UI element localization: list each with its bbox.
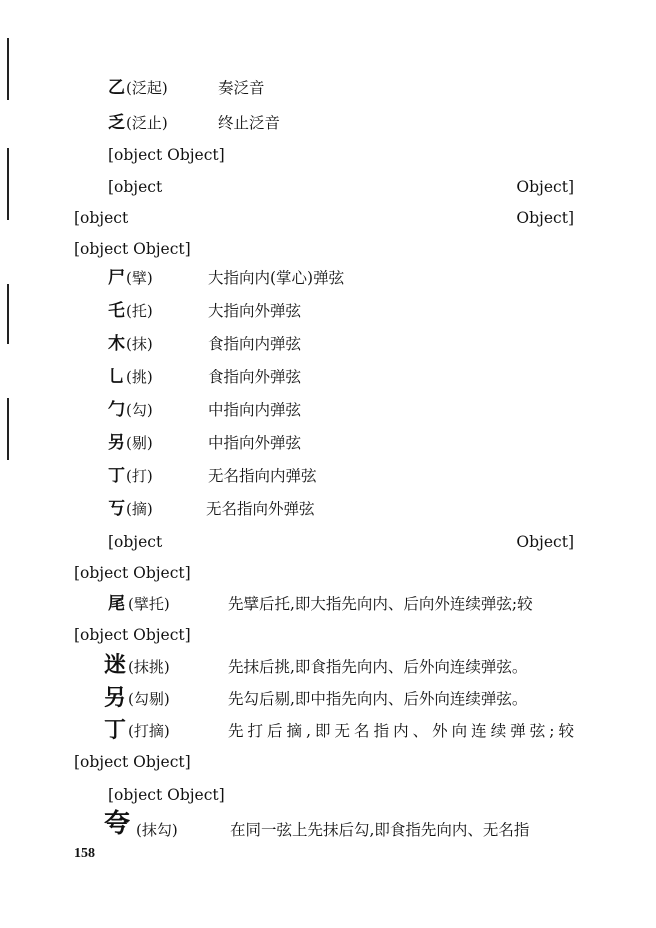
section-heading: [object Object] <box>108 146 225 164</box>
symbol-ti: 另 <box>108 433 125 453</box>
desc-mo: 食指向内弹弦 <box>208 335 302 353</box>
name-tuo: (托) <box>126 302 153 320</box>
symbol-fan-qi: 乙 <box>108 78 125 98</box>
scan-mark-1 <box>7 38 9 100</box>
paragraph-line-3: [object Object] <box>74 240 191 258</box>
name-ti: (剔) <box>126 434 153 452</box>
desc-bo-tuo: 先擘后托,即大指先向内、后向外连续弹弦;较 <box>228 595 533 613</box>
scan-mark-2 <box>7 148 9 220</box>
desc-fan-zhi: 终止泛音 <box>218 114 281 132</box>
symbol-mo-tiao: 迷 <box>104 652 127 678</box>
name-zhai: (摘) <box>126 500 153 518</box>
name-bo-tuo: (擘托) <box>128 595 170 613</box>
paragraph-groups-line-2: [object Object] <box>74 564 191 582</box>
symbol-tuo: 乇 <box>108 301 125 321</box>
name-tiao: (挑) <box>126 368 153 386</box>
name-gou: (勾) <box>126 401 153 419</box>
desc-da-zhai: 先打后摘,即无名指内、外向连续弹弦;较 <box>228 722 574 740</box>
symbol-da: 丁 <box>108 466 125 486</box>
symbol-mo: 木 <box>108 334 125 354</box>
paragraph-composite: [object Object] <box>108 786 225 804</box>
name-fan-zhi: (泛止) <box>126 114 168 132</box>
symbol-zhai: 丂 <box>108 499 125 519</box>
paragraph-line-2: [object Object] <box>74 209 574 227</box>
paragraph-line-1: [object Object] <box>108 178 574 196</box>
desc-da-zhai-cont: [object Object] <box>74 753 191 771</box>
paragraph-groups-line-1: [object Object] <box>108 533 574 551</box>
name-mo-gou: (抹勾) <box>136 821 178 839</box>
name-fan-qi: (泛起) <box>126 79 168 97</box>
scan-mark-3 <box>7 284 9 344</box>
name-da: (打) <box>126 467 153 485</box>
scan-mark-4 <box>7 398 9 460</box>
desc-gou-ti: 先勾后剔,即中指先向内、后外向连续弹弦。 <box>228 690 528 708</box>
name-da-zhai: (打摘) <box>128 722 170 740</box>
desc-bo: 大指向内(掌心)弹弦 <box>208 269 345 287</box>
desc-bo-tuo-cont: [object Object] <box>74 626 191 644</box>
name-bo: (擘) <box>126 269 153 287</box>
desc-tiao: 食指向外弹弦 <box>208 368 302 386</box>
name-mo-tiao: (抹挑) <box>128 658 170 676</box>
symbol-fan-zhi: 乏 <box>108 113 125 133</box>
symbol-bo: 尸 <box>108 268 125 288</box>
symbol-bo-tuo: 尾 <box>108 594 125 614</box>
desc-tuo: 大指向外弹弦 <box>208 302 302 320</box>
desc-zhai: 无名指向外弹弦 <box>206 500 315 518</box>
desc-ti: 中指向外弹弦 <box>208 434 302 452</box>
symbol-mo-gou: 夸 <box>104 809 131 839</box>
symbol-tiao: 乚 <box>108 367 125 387</box>
desc-mo-gou: 在同一弦上先抹后勾,即食指先向内、无名指 <box>230 821 530 839</box>
desc-fan-qi: 奏泛音 <box>218 79 265 97</box>
symbol-da-zhai: 丁 <box>104 717 127 743</box>
desc-gou: 中指向内弹弦 <box>208 401 302 419</box>
desc-mo-tiao: 先抹后挑,即食指先向内、后外向连续弹弦。 <box>228 658 528 676</box>
name-mo: (抹) <box>126 335 153 353</box>
symbol-gou: 勹 <box>108 400 125 420</box>
page-number: 158 <box>74 846 95 861</box>
name-gou-ti: (勾剔) <box>128 690 170 708</box>
symbol-gou-ti: 另 <box>104 685 127 711</box>
desc-da: 无名指向内弹弦 <box>208 467 317 485</box>
